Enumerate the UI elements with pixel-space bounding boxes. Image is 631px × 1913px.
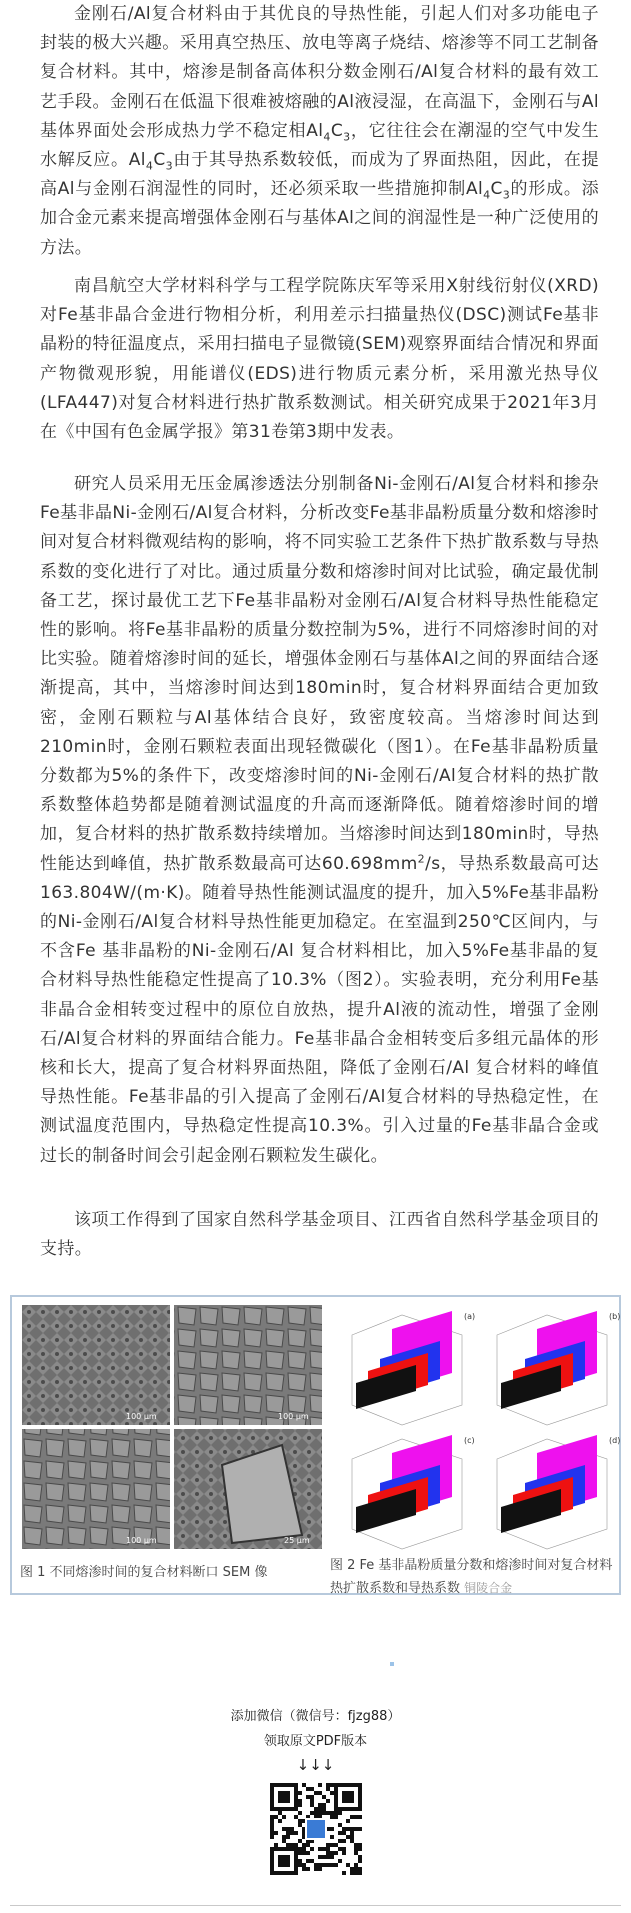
paragraph-2: 南昌航空大学材料科学与工程学院陈庆军等采用X射线衍射仪(XRD)对Fe基非晶合金进行物相分析，利用差示扫描量热仪(DSC)测试Fe基非晶粉的特征温度点，采用扫描电子显微镜(SEM)观察界面结合情况和界面产物微观形貌，用能谱仪(EDS)进行物质元素分析，采用激光热导仪(LFA447)对复合材料进行热扩散系数测试。相关研究成果于2021年3月在《中国有色金属学报》第31卷第3期中发表。: [40, 276, 599, 443]
thermal-charts-grid: [332, 1305, 621, 1553]
chart-panel-label-3: (d): [609, 1436, 621, 1445]
figure-2-caption-text: 图 2 Fe 基非晶粉质量分数和熔渗时间对复合材料热扩散系数和导热系数: [330, 1558, 613, 1596]
watermark: 铜陵合金: [464, 1581, 513, 1595]
qr-code-icon[interactable]: [270, 1783, 362, 1875]
footer-arrows: ↓↓↓: [296, 1756, 335, 1774]
chart-panel-0: [352, 1311, 475, 1425]
paragraph-4: 该项工作得到了国家自然科学基金项目、江西省自然科学基金项目的支持。: [40, 1210, 599, 1260]
footer-wechat-line: 添加微信（微信号：fjzg88）: [230, 1709, 401, 1724]
decorative-dot: [390, 1662, 394, 1666]
chart-panel-label-2: (c): [464, 1436, 475, 1445]
sem-scale-d: 25 μm: [284, 1536, 310, 1545]
sem-scale-b: 100 μm: [278, 1412, 309, 1421]
chart-panel-1: [497, 1311, 620, 1425]
sem-image-a: [22, 1305, 170, 1425]
paragraph-3: 研究人员采用无压金属渗透法分别制备Ni-金刚石/Al复合材料和掺杂Fe基非晶Ni-金刚石/Al复合材料，分析改变Fe基非晶粉质量分数和熔渗时间对复合材料微观结构的影响，将不同实验工艺条件下热扩散系数与导热系数的变化进行了对比。通过质量分数和熔渗时间对比试验，确定最优制备工艺，探讨最优工艺下Fe基非晶粉对金刚石/Al复合材料导热性能稳定性的影响。将Fe基非晶粉的质量分数控制为5%，进行不同熔渗时间的对比实验。随着熔渗时间的延长，增强体金刚石与基体Al之间的界面结合逐渐提高，其中，当熔渗时间达到180min时，复合材料界面结合更加致密，金刚石颗粒与Al基体结合良好，致密度较高。当熔渗时间达到210min时，金刚石颗粒表面出现轻微碳化（图1）。在Fe基非晶粉质量分数都为5%的条件下，改变熔渗时间的Ni-金刚石/Al复合材料的热扩散系数整体趋势都是随着测试温度的升高而逐渐降低。随着熔渗时间的增加，复合材料的热扩散系数持续增加。当熔渗时间达到180min时，导热性能达到峰值，热扩散系数最高可达$60.698mm^2/s$，导热系数最高可达163.804W/(m·K)。随着导热性能测试温度的提升，加入5%Fe基非晶粉的Ni-金刚石/Al复合材料导热性能更加稳定。在室温到250℃区间内，与不含Fe 基非晶粉的Ni-金刚石/Al 复合材料相比，加入5%Fe基非晶的复合材料导热性能稳定性提高了10.3%（图2）。实验表明，充分利用Fe基非晶合金相转变过程中的原位自放热，提升Al液的流动性，增强了金刚石/Al复合材料的界面结合能力。Fe基非晶合金相转变后多组元晶体的形核和长大，提高了复合材料界面热阻，降低了金刚石/Al 复合材料的峰值导热性能。Fe基非晶的引入提高了金刚石/Al复合材料的导热稳定性，在测试温度范围内，导热稳定性提高10.3%。引入过量的Fe基非晶合金或过长的制备时间会引起金刚石颗粒发生碳化。: [40, 474, 600, 1166]
sem-scale-a: 100 μm: [126, 1412, 157, 1421]
figure-2-caption: [330, 1555, 616, 1600]
figure-panel: [10, 1295, 621, 1595]
sem-image-b: [174, 1305, 322, 1425]
chart-panel-3: [497, 1435, 620, 1549]
footer-pdf-line: 领取原文PDF版本: [263, 1734, 368, 1749]
bottom-divider: [10, 1905, 621, 1906]
paragraph-1: 金刚石/Al复合材料由于其优良的导热性能，引起人们对多功能电子封装的极大兴趣。采用真空热压、放电等离子烧结、熔渗等不同工艺制备复合材料。其中，熔渗是制备高体积分数金刚石/Al复合材料的最有效工艺手段。金刚石在低温下很难被熔融的Al液浸湿，在高温下，金刚石与Al基体界面处会形成热力学不稳定相$Al_4C_3$，它往往会在潮湿的空气中发生水解反应。$Al_4C_3$由于其导热系数较低，而成为了界面热阻，因此，在提高Al与金刚石润湿性的同时，还必须采取一些措施抑制$Al_4C_3$的形成。添加合金元素来提高增强体金刚石与基体Al之间的润湿性是一种广泛使用的方法。: [40, 4, 599, 258]
chart-panel-2: [352, 1435, 475, 1549]
sem-scale-c: 100 μm: [126, 1536, 157, 1545]
sem-image-grid: [22, 1305, 322, 1549]
chart-panel-label-1: (b): [609, 1312, 621, 1321]
sem-image-c: [22, 1429, 170, 1549]
chart-panel-label-0: (a): [464, 1312, 476, 1321]
figure-1-caption: 图 1 不同熔渗时间的复合材料断口 SEM 像: [20, 1565, 268, 1580]
